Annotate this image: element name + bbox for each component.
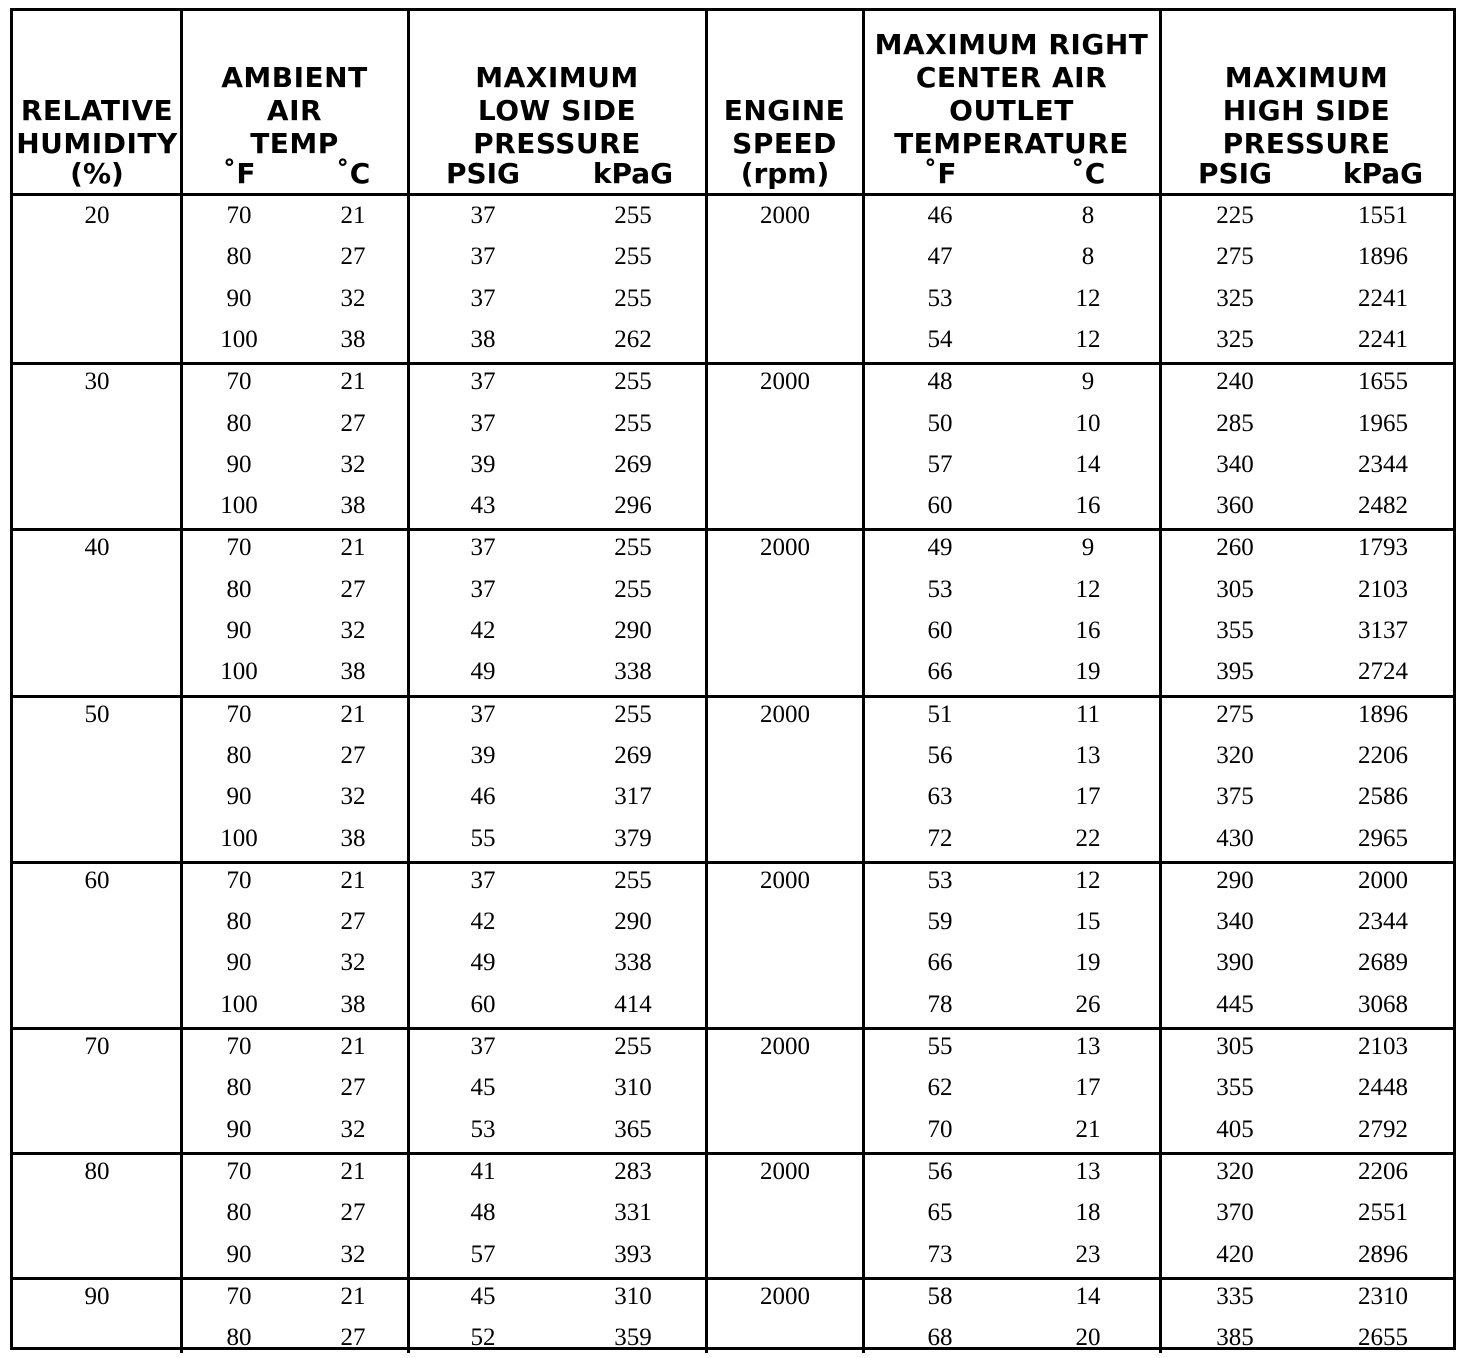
table-cell: 100 [220, 325, 258, 353]
header-high: MAXIMUM HIGH SIDE PRESSURE [1222, 61, 1391, 160]
table-cell: 10 [1075, 409, 1101, 437]
engine-speed-value: 2000 [760, 534, 810, 562]
table-cell: 53 [927, 284, 953, 312]
ac-performance-table [10, 8, 1456, 1350]
table-cell: 2344 [1358, 450, 1408, 478]
table-cell: 14 [1075, 1282, 1101, 1310]
table-cell: 70 [226, 1282, 252, 1310]
table-cell: 1551 [1358, 202, 1408, 229]
table-cell: 2103 [1358, 1033, 1408, 1060]
table-cell: 269 [614, 741, 652, 769]
table-cell: 2965 [1358, 824, 1408, 852]
table-cell: 12 [1075, 575, 1101, 603]
table-cell: 285 [1216, 409, 1254, 437]
table-cell: 39 [470, 450, 496, 478]
table-cell: 335 [1216, 1282, 1254, 1310]
table-cell: 19 [1075, 658, 1101, 686]
table-cell: 2448 [1358, 1074, 1408, 1102]
table-cell: 38 [340, 325, 366, 353]
unit-eng: (rpm) [740, 157, 830, 190]
engine-speed-value: 2000 [760, 866, 810, 894]
table-cell: 27 [340, 1324, 366, 1352]
table-cell: 12 [1075, 325, 1101, 353]
table-cell: 80 [226, 1324, 252, 1352]
table-cell: 8 [1081, 243, 1095, 271]
table-cell: 100 [220, 990, 258, 1018]
table-cell: 90 [226, 783, 252, 811]
table-cell: 255 [614, 866, 652, 894]
table-cell: 37 [470, 866, 496, 894]
table-cell: 38 [340, 990, 366, 1018]
table-cell: 225 [1216, 202, 1254, 229]
table-cell: 56 [927, 1157, 953, 1185]
table-cell: 360 [1216, 492, 1254, 520]
header-amb: AMBIENT AIR TEMP [221, 61, 368, 160]
table-cell: 32 [340, 783, 366, 811]
table-cell: 38 [340, 658, 366, 686]
table-cell: 310 [614, 1074, 652, 1102]
table-cell: 78 [927, 990, 953, 1018]
table-cell: 58 [927, 1282, 953, 1310]
header-low: MAXIMUM LOW SIDE PRESSURE [473, 61, 641, 160]
relative-humidity-value: 90 [84, 1282, 110, 1310]
table-cell: 55 [470, 824, 496, 852]
header-divider [13, 193, 1453, 196]
table-cell: 43 [470, 492, 496, 520]
table-cell: 45 [470, 1074, 496, 1102]
table-cell: 2206 [1358, 1157, 1408, 1185]
table-cell: 317 [614, 783, 652, 811]
table-cell: 9 [1081, 534, 1095, 562]
table-cell: 275 [1216, 700, 1254, 728]
table-cell: 420 [1216, 1240, 1254, 1268]
engine-speed-value: 2000 [760, 1157, 810, 1185]
table-cell: 32 [340, 949, 366, 977]
table-cell: 340 [1216, 450, 1254, 478]
table-cell: 70 [226, 866, 252, 894]
table-cell: 405 [1216, 1115, 1254, 1143]
table-cell: 2792 [1358, 1115, 1408, 1143]
table-cell: 53 [470, 1115, 496, 1143]
relative-humidity-value: 20 [84, 202, 110, 229]
table-cell: 290 [614, 617, 652, 644]
table-cell: 385 [1216, 1324, 1254, 1352]
relative-humidity-value: 80 [84, 1157, 110, 1185]
table-cell: 305 [1216, 575, 1254, 603]
table-cell: 90 [226, 1115, 252, 1143]
table-cell: 2896 [1358, 1240, 1408, 1268]
table-cell: 80 [226, 741, 252, 769]
table-cell: 18 [1075, 1199, 1101, 1227]
group-divider [13, 861, 1453, 864]
table-cell: 19 [1075, 949, 1101, 977]
table-cell: 37 [470, 1033, 496, 1060]
table-cell: 27 [340, 908, 366, 936]
table-cell: 320 [1216, 741, 1254, 769]
table-cell: 20 [1075, 1324, 1101, 1352]
table-cell: 21 [340, 534, 366, 562]
table-cell: 80 [226, 1199, 252, 1227]
table-cell: 48 [470, 1199, 496, 1227]
table-cell: 37 [470, 700, 496, 728]
table-cell: 59 [927, 908, 953, 936]
table-cell: 66 [927, 658, 953, 686]
table-cell: 355 [1216, 617, 1254, 644]
table-cell: 2551 [1358, 1199, 1408, 1227]
table-cell: 13 [1075, 741, 1101, 769]
table-cell: 46 [470, 783, 496, 811]
table-cell: 21 [340, 368, 366, 396]
table-cell: 2344 [1358, 908, 1408, 936]
header-rh: RELATIVE HUMIDITY [16, 94, 178, 160]
table-cell: 359 [614, 1324, 652, 1352]
table-cell: 73 [927, 1240, 953, 1268]
table-cell: 1793 [1358, 534, 1408, 562]
table-cell: 320 [1216, 1157, 1254, 1185]
table-cell: 60 [927, 617, 953, 644]
table-cell: 37 [470, 284, 496, 312]
engine-speed-value: 2000 [760, 368, 810, 396]
table-cell: 49 [470, 949, 496, 977]
table-cell: 38 [340, 824, 366, 852]
table-cell: 21 [1075, 1115, 1101, 1143]
table-cell: 21 [340, 1157, 366, 1185]
table-cell: 39 [470, 741, 496, 769]
table-cell: 2586 [1358, 783, 1408, 811]
table-cell: 375 [1216, 783, 1254, 811]
group-divider [13, 1027, 1453, 1030]
table-cell: 80 [226, 409, 252, 437]
table-cell: 100 [220, 824, 258, 852]
table-cell: 255 [614, 409, 652, 437]
table-cell: 16 [1075, 617, 1101, 644]
table-cell: 240 [1216, 368, 1254, 396]
group-divider [13, 1277, 1453, 1280]
table-cell: 60 [927, 492, 953, 520]
table-cell: 255 [614, 368, 652, 396]
table-cell: 379 [614, 824, 652, 852]
table-cell: 90 [226, 284, 252, 312]
table-cell: 21 [340, 700, 366, 728]
table-cell: 32 [340, 1240, 366, 1268]
table-cell: 290 [1216, 866, 1254, 894]
table-cell: 70 [226, 534, 252, 562]
table-cell: 37 [470, 534, 496, 562]
table-cell: 260 [1216, 534, 1254, 562]
table-cell: 3068 [1358, 990, 1408, 1018]
table-cell: 63 [927, 783, 953, 811]
relative-humidity-value: 50 [84, 700, 110, 728]
table-cell: 395 [1216, 658, 1254, 686]
group-divider [13, 362, 1453, 365]
engine-speed-value: 2000 [760, 1033, 810, 1060]
table-cell: 2482 [1358, 492, 1408, 520]
relative-humidity-value: 60 [84, 866, 110, 894]
unit-low-psig: PSIG [445, 157, 521, 190]
table-cell: 32 [340, 450, 366, 478]
table-cell: 11 [1075, 700, 1101, 728]
table-cell: 21 [340, 1282, 366, 1310]
engine-speed-value: 2000 [760, 700, 810, 728]
table-cell: 56 [927, 741, 953, 769]
table-cell: 12 [1075, 866, 1101, 894]
table-cell: 53 [927, 575, 953, 603]
table-cell: 37 [470, 368, 496, 396]
table-cell: 2000 [1358, 866, 1408, 894]
table-cell: 37 [470, 409, 496, 437]
table-cell: 255 [614, 575, 652, 603]
unit-high-psig: PSIG [1197, 157, 1273, 190]
table-cell: 72 [927, 824, 953, 852]
table-cell: 310 [614, 1282, 652, 1310]
table-cell: 2689 [1358, 949, 1408, 977]
table-cell: 54 [927, 325, 953, 353]
table-cell: 2241 [1358, 325, 1408, 353]
table-cell: 65 [927, 1199, 953, 1227]
table-cell: 70 [226, 202, 252, 229]
table-cell: 255 [614, 284, 652, 312]
table-cell: 38 [470, 325, 496, 353]
table-cell: 45 [470, 1282, 496, 1310]
engine-speed-value: 2000 [760, 202, 810, 229]
table-cell: 52 [470, 1324, 496, 1352]
table-cell: 290 [614, 908, 652, 936]
table-cell: 390 [1216, 949, 1254, 977]
table-cell: 90 [226, 617, 252, 644]
table-cell: 49 [927, 534, 953, 562]
table-cell: 26 [1075, 990, 1101, 1018]
table-cell: 38 [340, 492, 366, 520]
group-divider [13, 695, 1453, 698]
table-cell: 1655 [1358, 368, 1408, 396]
engine-speed-value: 2000 [760, 1282, 810, 1310]
table-cell: 68 [927, 1324, 953, 1352]
unit-rh: (%) [70, 157, 124, 190]
unit-amb-c: ˚C [335, 157, 371, 190]
table-cell: 37 [470, 575, 496, 603]
table-cell: 325 [1216, 284, 1254, 312]
table-cell: 32 [340, 284, 366, 312]
table-cell: 100 [220, 492, 258, 520]
table-cell: 90 [226, 949, 252, 977]
table-cell: 46 [927, 202, 953, 229]
table-cell: 21 [340, 1033, 366, 1060]
table-cell: 1896 [1358, 700, 1408, 728]
table-cell: 100 [220, 658, 258, 686]
relative-humidity-value: 30 [84, 368, 110, 396]
table-cell: 57 [470, 1240, 496, 1268]
table-cell: 32 [340, 1115, 366, 1143]
unit-out-c: ˚C [1070, 157, 1106, 190]
unit-high-kpag: kPaG [1342, 157, 1424, 190]
table-cell: 80 [226, 1074, 252, 1102]
table-cell: 22 [1075, 824, 1101, 852]
table-cell: 255 [614, 202, 652, 229]
table-cell: 27 [340, 1199, 366, 1227]
table-cell: 1896 [1358, 243, 1408, 271]
table-cell: 365 [614, 1115, 652, 1143]
table-cell: 14 [1075, 450, 1101, 478]
table-cell: 27 [340, 243, 366, 271]
table-cell: 2206 [1358, 741, 1408, 769]
table-cell: 430 [1216, 824, 1254, 852]
table-cell: 48 [927, 368, 953, 396]
table-cell: 90 [226, 450, 252, 478]
table-cell: 1965 [1358, 409, 1408, 437]
table-cell: 37 [470, 202, 496, 229]
table-cell: 255 [614, 700, 652, 728]
table-cell: 80 [226, 243, 252, 271]
table-cell: 445 [1216, 990, 1254, 1018]
table-cell: 275 [1216, 243, 1254, 271]
table-cell: 325 [1216, 325, 1254, 353]
table-cell: 414 [614, 990, 652, 1018]
table-cell: 70 [226, 1157, 252, 1185]
table-cell: 9 [1081, 368, 1095, 396]
table-cell: 12 [1075, 284, 1101, 312]
table-cell: 66 [927, 949, 953, 977]
relative-humidity-value: 70 [84, 1033, 110, 1060]
table-cell: 51 [927, 700, 953, 728]
table-cell: 370 [1216, 1199, 1254, 1227]
table-cell: 262 [614, 325, 652, 353]
table-cell: 42 [470, 908, 496, 936]
table-cell: 90 [226, 1240, 252, 1268]
table-cell: 8 [1081, 202, 1095, 229]
table-cell: 338 [614, 949, 652, 977]
table-cell: 283 [614, 1157, 652, 1185]
table-cell: 21 [340, 202, 366, 229]
table-cell: 2310 [1358, 1282, 1408, 1310]
table-cell: 13 [1075, 1033, 1101, 1060]
group-divider [13, 1152, 1453, 1155]
table-cell: 2724 [1358, 658, 1408, 686]
table-cell: 2655 [1358, 1324, 1408, 1352]
table-cell: 255 [614, 243, 652, 271]
table-cell: 41 [470, 1157, 496, 1185]
table-cell: 255 [614, 534, 652, 562]
table-cell: 70 [226, 700, 252, 728]
table-cell: 338 [614, 658, 652, 686]
table-cell: 62 [927, 1074, 953, 1102]
table-cell: 17 [1075, 783, 1101, 811]
table-cell: 27 [340, 1074, 366, 1102]
header-out: MAXIMUM RIGHT CENTER AIR OUTLET TEMPERATURE [874, 28, 1149, 160]
table-cell: 16 [1075, 492, 1101, 520]
table-cell: 49 [470, 658, 496, 686]
table-cell: 3137 [1358, 617, 1408, 644]
table-cell: 50 [927, 409, 953, 437]
table-cell: 23 [1075, 1240, 1101, 1268]
table-cell: 37 [470, 243, 496, 271]
table-cell: 355 [1216, 1074, 1254, 1102]
unit-low-kpag: kPaG [592, 157, 674, 190]
table-cell: 21 [340, 866, 366, 894]
table-cell: 70 [226, 368, 252, 396]
table-cell: 393 [614, 1240, 652, 1268]
table-cell: 60 [470, 990, 496, 1018]
table-cell: 47 [927, 243, 953, 271]
relative-humidity-value: 40 [84, 534, 110, 562]
table-cell: 42 [470, 617, 496, 644]
table-cell: 296 [614, 492, 652, 520]
table-cell: 80 [226, 575, 252, 603]
table-cell: 13 [1075, 1157, 1101, 1185]
table-cell: 27 [340, 741, 366, 769]
table-cell: 17 [1075, 1074, 1101, 1102]
header-eng: ENGINE SPEED [723, 94, 846, 160]
table-cell: 70 [927, 1115, 953, 1143]
table-cell: 331 [614, 1199, 652, 1227]
table-cell: 255 [614, 1033, 652, 1060]
unit-out-f: ˚F [923, 157, 957, 190]
table-cell: 27 [340, 575, 366, 603]
table-cell: 269 [614, 450, 652, 478]
table-cell: 70 [226, 1033, 252, 1060]
table-cell: 53 [927, 866, 953, 894]
group-divider [13, 528, 1453, 531]
table-cell: 57 [927, 450, 953, 478]
table-cell: 27 [340, 409, 366, 437]
table-cell: 305 [1216, 1033, 1254, 1060]
table-cell: 80 [226, 908, 252, 936]
table-cell: 55 [927, 1033, 953, 1060]
table-cell: 32 [340, 617, 366, 644]
table-cell: 2241 [1358, 284, 1408, 312]
table-cell: 340 [1216, 908, 1254, 936]
table-grid [13, 11, 1453, 1352]
table-cell: 2103 [1358, 575, 1408, 603]
table-cell: 15 [1075, 908, 1101, 936]
unit-amb-f: ˚F [222, 157, 256, 190]
